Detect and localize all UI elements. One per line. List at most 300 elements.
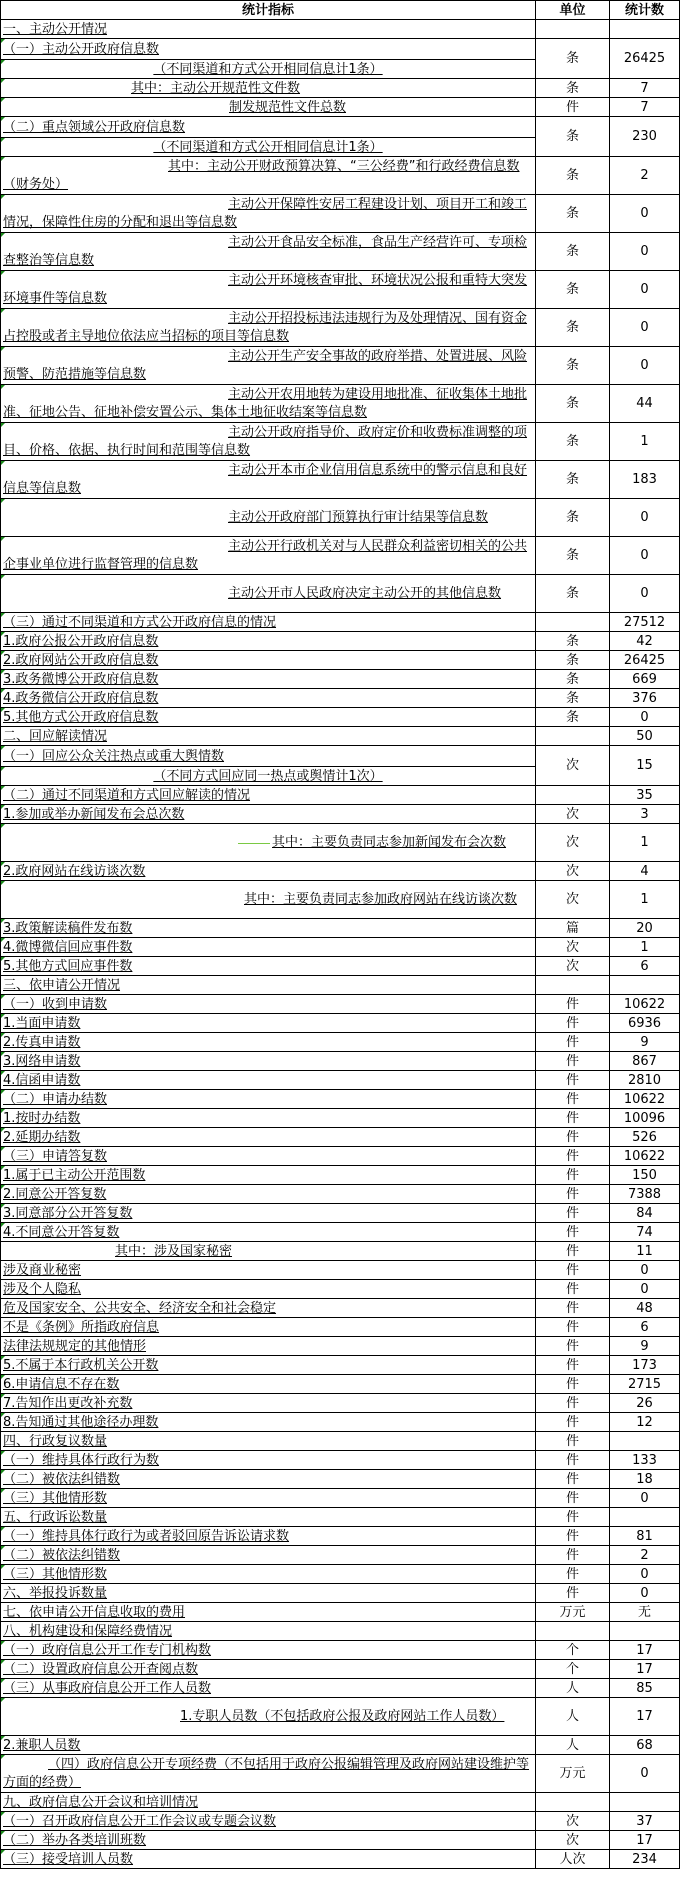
indicator-cell[interactable] [1, 271, 536, 309]
value-cell[interactable]: 0 [610, 1565, 680, 1584]
value-cell[interactable]: 183 [610, 461, 680, 499]
value-cell[interactable]: 48 [610, 1299, 680, 1318]
indicator-cell[interactable] [1, 1128, 536, 1147]
indicator-cell[interactable] [1, 157, 536, 195]
value-cell[interactable]: 85 [610, 1679, 680, 1698]
row-label: 主动公开行政机关对与人民群众利益密切相关的公共企事业单位进行监督管理的信息数 [3, 538, 528, 572]
indicator-cell[interactable] [1, 1451, 536, 1470]
row-label: 3.同意部分公开答复数 [3, 1205, 133, 1221]
indicator-cell[interactable] [1, 1375, 536, 1394]
unit-cell[interactable]: 件 [536, 1565, 610, 1584]
table-row [1, 1128, 680, 1147]
indicator-note-cell[interactable] [1, 138, 536, 157]
row-label: 1.当面申请数 [3, 1015, 81, 1031]
value-cell[interactable]: 37 [610, 1812, 680, 1831]
unit-cell[interactable]: 件 [536, 1204, 610, 1223]
indicator-cell[interactable] [1, 1812, 536, 1831]
table-row [1, 613, 680, 632]
section-title: 八、机构建设和保障经费情况 [3, 1623, 173, 1639]
value-cell[interactable]: 9 [610, 1337, 680, 1356]
table-row [1, 651, 680, 670]
indicator-cell[interactable] [1, 347, 536, 385]
table-row [1, 1242, 680, 1261]
row-label: 其中：主要负责同志参加政府网站在线访谈次数 [244, 891, 518, 907]
value-cell[interactable]: 44 [610, 385, 680, 423]
unit-cell[interactable]: 次 [536, 957, 610, 976]
row-note: （不同渠道和方式公开相同信息计1条） [153, 139, 383, 155]
unit-cell[interactable]: 件 [536, 1261, 610, 1280]
unit-cell[interactable]: 次 [536, 824, 610, 862]
table-row [1, 461, 680, 499]
value-cell[interactable]: 0 [610, 537, 680, 575]
value-cell[interactable]: 3 [610, 805, 680, 824]
indicator-cell[interactable] [1, 670, 536, 689]
indicator-cell[interactable] [1, 957, 536, 976]
unit-cell[interactable] [536, 1622, 610, 1641]
table-row [1, 1831, 680, 1850]
indicator-cell[interactable] [1, 1584, 536, 1603]
unit-cell[interactable]: 个 [536, 1660, 610, 1679]
value-cell[interactable]: 234 [610, 1850, 680, 1869]
unit-cell[interactable]: 条 [536, 79, 610, 98]
value-cell[interactable]: 2 [610, 157, 680, 195]
unit-cell[interactable]: 条 [536, 461, 610, 499]
value-cell[interactable]: 4 [610, 862, 680, 881]
unit-cell[interactable]: 件 [536, 1147, 610, 1166]
indicator-note-cell[interactable] [1, 60, 536, 79]
row-label: 1.参加或举办新闻发布会总次数 [3, 806, 185, 822]
value-cell[interactable]: 669 [610, 670, 680, 689]
value-cell[interactable]: 7388 [610, 1185, 680, 1204]
table-row [1, 1584, 680, 1603]
value-cell[interactable]: 17 [610, 1698, 680, 1736]
unit-cell[interactable]: 件 [536, 1394, 610, 1413]
unit-cell[interactable]: 件 [536, 1318, 610, 1337]
indicator-cell[interactable] [1, 1603, 536, 1622]
indicator-cell[interactable] [1, 881, 536, 919]
green-underline-mark [238, 843, 270, 844]
unit-cell[interactable]: 次 [536, 746, 610, 786]
indicator-cell[interactable] [1, 805, 536, 824]
value-cell[interactable]: 0 [610, 195, 680, 233]
indicator-cell[interactable] [1, 1679, 536, 1698]
value-cell[interactable]: 0 [610, 1261, 680, 1280]
table-row [1, 727, 680, 746]
row-label: 2.同意公开答复数 [3, 1186, 107, 1202]
table-row [1, 1641, 680, 1660]
value-cell[interactable]: 230 [610, 117, 680, 157]
indicator-cell[interactable] [1, 1280, 536, 1299]
indicator-cell[interactable] [1, 461, 536, 499]
indicator-cell[interactable] [1, 1242, 536, 1261]
row-label: 不是《条例》所指政府信息 [3, 1319, 160, 1335]
value-cell[interactable] [610, 1508, 680, 1527]
table-row [1, 746, 680, 767]
unit-cell[interactable]: 条 [536, 575, 610, 613]
unit-cell[interactable]: 条 [536, 309, 610, 347]
value-cell[interactable]: 0 [610, 309, 680, 347]
indicator-cell[interactable] [1, 727, 536, 746]
row-label: （二）申请办结数 [3, 1091, 108, 1107]
indicator-cell[interactable] [1, 1432, 536, 1451]
indicator-cell[interactable] [1, 1565, 536, 1584]
row-label: 1.专职人员数（不包括政府公报及政府网站工作人员数） [180, 1708, 505, 1724]
row-label: （一）回应公众关注热点或重大舆情数 [3, 748, 225, 764]
table-row [1, 1223, 680, 1242]
value-cell[interactable]: 6936 [610, 1014, 680, 1033]
value-cell[interactable]: 10096 [610, 1109, 680, 1128]
unit-cell[interactable]: 件 [536, 1242, 610, 1261]
indicator-cell[interactable] [1, 1166, 536, 1185]
value-cell[interactable]: 0 [610, 1755, 680, 1793]
value-cell[interactable]: 6 [610, 1318, 680, 1337]
value-cell[interactable]: 0 [610, 1584, 680, 1603]
indicator-cell[interactable] [1, 824, 536, 862]
row-label: （三）申请答复数 [3, 1148, 108, 1164]
value-cell[interactable]: 1 [610, 881, 680, 919]
value-cell[interactable]: 0 [610, 499, 680, 537]
table-row [1, 805, 680, 824]
value-cell[interactable]: 2810 [610, 1071, 680, 1090]
unit-cell[interactable]: 次 [536, 1812, 610, 1831]
unit-cell[interactable]: 件 [536, 1223, 610, 1242]
unit-cell[interactable]: 万元 [536, 1755, 610, 1793]
table-row [1, 995, 680, 1014]
unit-cell[interactable]: 人次 [536, 1850, 610, 1869]
unit-cell[interactable]: 件 [536, 1109, 610, 1128]
unit-cell[interactable]: 人 [536, 1698, 610, 1736]
indicator-cell[interactable] [1, 708, 536, 727]
value-cell[interactable]: 17 [610, 1641, 680, 1660]
unit-cell[interactable]: 件 [536, 1033, 610, 1052]
unit-cell[interactable]: 条 [536, 271, 610, 309]
unit-cell[interactable]: 个 [536, 1641, 610, 1660]
value-cell[interactable]: 10622 [610, 1147, 680, 1166]
value-cell[interactable]: 7 [610, 98, 680, 117]
unit-cell[interactable]: 件 [536, 1432, 610, 1451]
value-cell[interactable]: 2 [610, 1546, 680, 1565]
row-label: （二）设置政府信息公开查阅点数 [3, 1661, 199, 1677]
row-label: 3.政务微博公开政府信息数 [3, 671, 159, 687]
unit-cell[interactable]: 条 [536, 157, 610, 195]
unit-cell[interactable]: 件 [536, 995, 610, 1014]
indicator-cell[interactable] [1, 651, 536, 670]
unit-cell[interactable]: 条 [536, 632, 610, 651]
unit-cell[interactable]: 件 [536, 98, 610, 117]
unit-cell[interactable]: 件 [536, 1451, 610, 1470]
value-cell[interactable]: 0 [610, 708, 680, 727]
unit-cell[interactable]: 万元 [536, 1603, 610, 1622]
indicator-cell[interactable] [1, 1698, 536, 1736]
unit-cell[interactable]: 件 [536, 1299, 610, 1318]
unit-cell[interactable]: 篇 [536, 919, 610, 938]
section-title: 七、依申请公开信息收取的费用 [3, 1604, 186, 1620]
row-label [3, 834, 533, 852]
indicator-cell[interactable] [1, 995, 536, 1014]
indicator-cell[interactable] [1, 1185, 536, 1204]
indicator-cell[interactable] [1, 1014, 536, 1033]
value-cell[interactable]: 18 [610, 1470, 680, 1489]
value-cell[interactable]: 42 [610, 632, 680, 651]
indicator-cell[interactable] [1, 1261, 536, 1280]
table-row [1, 271, 680, 309]
table-row [1, 632, 680, 651]
value-cell[interactable]: 0 [610, 271, 680, 309]
row-label: 涉及商业秘密 [3, 1262, 82, 1278]
unit-cell[interactable]: 件 [536, 1014, 610, 1033]
unit-cell[interactable]: 条 [536, 537, 610, 575]
value-cell[interactable] [610, 20, 680, 39]
unit-cell[interactable] [536, 1793, 610, 1812]
row-label: 其中：主动公开规范性文件数 [131, 80, 301, 96]
value-cell[interactable]: 1 [610, 824, 680, 862]
unit-cell[interactable]: 条 [536, 708, 610, 727]
value-cell[interactable]: 1 [610, 423, 680, 461]
value-cell[interactable]: 无 [610, 1603, 680, 1622]
table-row [1, 39, 680, 60]
unit-cell[interactable] [536, 727, 610, 746]
indicator-cell[interactable] [1, 1318, 536, 1337]
unit-cell[interactable]: 次 [536, 881, 610, 919]
row-label: 主动公开本市企业信用信息系统中的警示信息和良好信息等信息数 [3, 462, 528, 496]
indicator-cell[interactable] [1, 613, 536, 632]
unit-cell[interactable]: 条 [536, 499, 610, 537]
table-row [1, 862, 680, 881]
indicator-cell[interactable] [1, 20, 536, 39]
value-cell[interactable]: 1 [610, 938, 680, 957]
indicator-cell[interactable] [1, 1299, 536, 1318]
indicator-cell[interactable] [1, 39, 536, 60]
indicator-cell[interactable] [1, 309, 536, 347]
row-label: 主动公开政府部门预算执行审计结果等信息数 [228, 509, 489, 525]
row-label: 危及国家安全、公共安全、经济安全和社会稳定 [3, 1300, 277, 1316]
indicator-cell[interactable] [1, 385, 536, 423]
unit-cell[interactable]: 件 [536, 1337, 610, 1356]
indicator-cell[interactable] [1, 1337, 536, 1356]
indicator-cell[interactable] [1, 79, 536, 98]
indicator-cell[interactable] [1, 1413, 536, 1432]
value-cell[interactable]: 68 [610, 1736, 680, 1755]
unit-cell[interactable]: 件 [536, 1584, 610, 1603]
unit-cell[interactable]: 件 [536, 1356, 610, 1375]
unit-cell[interactable]: 件 [536, 1185, 610, 1204]
indicator-cell[interactable] [1, 537, 536, 575]
row-label: （三）接受培训人员数 [3, 1851, 134, 1867]
row-label: 3.网络申请数 [3, 1053, 81, 1069]
indicator-cell[interactable] [1, 1394, 536, 1413]
unit-cell[interactable]: 件 [536, 1413, 610, 1432]
value-cell[interactable]: 12 [610, 1413, 680, 1432]
indicator-cell[interactable] [1, 1641, 536, 1660]
indicator-cell[interactable] [1, 499, 536, 537]
value-cell[interactable]: 9 [610, 1033, 680, 1052]
unit-cell[interactable]: 件 [536, 1071, 610, 1090]
value-cell[interactable]: 20 [610, 919, 680, 938]
indicator-cell[interactable] [1, 938, 536, 957]
indicator-cell[interactable] [1, 1622, 536, 1641]
indicator-cell[interactable] [1, 1109, 536, 1128]
value-cell[interactable]: 17 [610, 1831, 680, 1850]
value-cell[interactable]: 74 [610, 1223, 680, 1242]
indicator-cell[interactable] [1, 1546, 536, 1565]
indicator-cell[interactable] [1, 423, 536, 461]
section-title: 五、行政诉讼数量 [3, 1509, 108, 1525]
value-cell[interactable]: 867 [610, 1052, 680, 1071]
unit-cell[interactable]: 次 [536, 805, 610, 824]
indicator-cell[interactable] [1, 195, 536, 233]
value-cell[interactable]: 10622 [610, 1090, 680, 1109]
unit-cell[interactable]: 条 [536, 39, 610, 79]
indicator-cell[interactable] [1, 862, 536, 881]
indicator-cell[interactable] [1, 746, 536, 767]
indicator-cell[interactable] [1, 689, 536, 708]
row-label: 6.申请信息不存在数 [3, 1376, 120, 1392]
indicator-cell[interactable] [1, 1489, 536, 1508]
value-cell[interactable]: 35 [610, 786, 680, 805]
unit-cell[interactable]: 人 [536, 1679, 610, 1698]
value-cell[interactable]: 81 [610, 1527, 680, 1546]
indicator-cell[interactable] [1, 117, 536, 138]
value-cell[interactable]: 0 [610, 233, 680, 271]
indicator-cell[interactable] [1, 1052, 536, 1071]
indicator-cell[interactable] [1, 233, 536, 271]
indicator-cell[interactable] [1, 1508, 536, 1527]
value-cell[interactable]: 26 [610, 1394, 680, 1413]
indicator-cell[interactable] [1, 786, 536, 805]
unit-cell[interactable] [536, 20, 610, 39]
row-label: （二）举办各类培训班数 [3, 1832, 147, 1848]
unit-cell[interactable]: 件 [536, 1375, 610, 1394]
row-label: （三）其他情形数 [3, 1566, 108, 1582]
value-cell[interactable] [610, 1793, 680, 1812]
unit-cell[interactable]: 件 [536, 1470, 610, 1489]
row-label: 4.信函申请数 [3, 1072, 81, 1088]
row-label: （一）维持具体行政行为或者驳回原告诉讼请求数 [3, 1528, 290, 1544]
indicator-cell[interactable] [1, 1033, 536, 1052]
value-cell[interactable]: 27512 [610, 613, 680, 632]
indicator-cell[interactable] [1, 976, 536, 995]
indicator-cell[interactable] [1, 575, 536, 613]
unit-cell[interactable]: 件 [536, 1489, 610, 1508]
value-cell[interactable]: 26425 [610, 39, 680, 79]
indicator-cell[interactable] [1, 1223, 536, 1242]
value-cell[interactable]: 0 [610, 347, 680, 385]
indicator-cell[interactable] [1, 1850, 536, 1869]
row-label: （三）其他情形数 [3, 1490, 108, 1506]
row-label-text: 其中：主要负责同志参加新闻发布会次数 [272, 834, 507, 850]
value-cell[interactable]: 15 [610, 746, 680, 786]
unit-cell[interactable]: 件 [536, 1166, 610, 1185]
unit-cell[interactable]: 条 [536, 233, 610, 271]
indicator-cell[interactable] [1, 1204, 536, 1223]
unit-cell[interactable]: 条 [536, 347, 610, 385]
value-cell[interactable]: 133 [610, 1451, 680, 1470]
value-cell[interactable]: 6 [610, 957, 680, 976]
indicator-cell[interactable] [1, 1660, 536, 1679]
row-label: （三）通过不同渠道和方式公开政府信息的情况 [3, 614, 277, 630]
unit-cell[interactable] [536, 613, 610, 632]
unit-cell[interactable]: 条 [536, 423, 610, 461]
indicator-cell[interactable] [1, 632, 536, 651]
indicator-cell[interactable] [1, 1147, 536, 1166]
value-cell[interactable]: 376 [610, 689, 680, 708]
unit-cell[interactable]: 条 [536, 670, 610, 689]
value-cell[interactable]: 526 [610, 1128, 680, 1147]
indicator-note-cell[interactable] [1, 767, 536, 786]
section-title: 九、政府信息公开会议和培训情况 [3, 1794, 199, 1810]
value-cell[interactable]: 0 [610, 575, 680, 613]
table-row [1, 1261, 680, 1280]
indicator-cell[interactable] [1, 1831, 536, 1850]
unit-cell[interactable]: 次 [536, 862, 610, 881]
indicator-cell[interactable] [1, 1527, 536, 1546]
value-cell[interactable] [610, 1622, 680, 1641]
indicator-cell[interactable] [1, 1356, 536, 1375]
indicator-cell[interactable] [1, 919, 536, 938]
unit-cell[interactable]: 件 [536, 1508, 610, 1527]
row-label: （一）召开政府信息公开工作会议或专题会议数 [3, 1813, 277, 1829]
table-row [1, 938, 680, 957]
unit-cell[interactable]: 件 [536, 1090, 610, 1109]
unit-cell[interactable]: 次 [536, 1831, 610, 1850]
unit-cell[interactable]: 件 [536, 1128, 610, 1147]
unit-cell[interactable]: 条 [536, 689, 610, 708]
indicator-cell[interactable] [1, 98, 536, 117]
table-row [1, 1356, 680, 1375]
value-cell[interactable]: 173 [610, 1356, 680, 1375]
indicator-cell[interactable] [1, 1755, 536, 1793]
value-cell[interactable]: 2715 [610, 1375, 680, 1394]
value-cell[interactable]: 10622 [610, 995, 680, 1014]
value-cell[interactable]: 50 [610, 727, 680, 746]
indicator-cell[interactable] [1, 1793, 536, 1812]
indicator-cell[interactable] [1, 1470, 536, 1489]
unit-cell[interactable] [536, 786, 610, 805]
unit-cell[interactable]: 条 [536, 651, 610, 670]
section-title: 四、行政复议数量 [3, 1433, 108, 1449]
table-row [1, 233, 680, 271]
unit-cell[interactable]: 条 [536, 195, 610, 233]
value-cell[interactable]: 26425 [610, 651, 680, 670]
value-cell[interactable]: 84 [610, 1204, 680, 1223]
table-row [1, 1318, 680, 1337]
value-cell[interactable]: 7 [610, 79, 680, 98]
unit-cell[interactable]: 件 [536, 1280, 610, 1299]
table-row [1, 1546, 680, 1565]
value-cell[interactable]: 11 [610, 1242, 680, 1261]
row-label: 主动公开食品安全标准，食品生产经营许可、专项检查整治等信息数 [3, 234, 528, 268]
indicator-cell[interactable] [1, 1090, 536, 1109]
indicator-cell[interactable] [1, 1071, 536, 1090]
value-cell[interactable]: 17 [610, 1660, 680, 1679]
unit-cell[interactable]: 人 [536, 1736, 610, 1755]
value-cell[interactable] [610, 1432, 680, 1451]
unit-cell[interactable]: 条 [536, 385, 610, 423]
unit-cell[interactable]: 件 [536, 1546, 610, 1565]
unit-cell[interactable]: 条 [536, 117, 610, 157]
unit-cell[interactable]: 件 [536, 1052, 610, 1071]
row-label: 3.政策解读稿件发布数 [3, 920, 133, 936]
value-cell[interactable]: 0 [610, 1489, 680, 1508]
unit-cell[interactable]: 次 [536, 938, 610, 957]
value-cell[interactable]: 0 [610, 1280, 680, 1299]
table-row [1, 1071, 680, 1090]
value-cell[interactable] [610, 976, 680, 995]
unit-cell[interactable] [536, 976, 610, 995]
indicator-cell[interactable] [1, 1736, 536, 1755]
unit-cell[interactable]: 件 [536, 1527, 610, 1546]
value-cell[interactable]: 150 [610, 1166, 680, 1185]
